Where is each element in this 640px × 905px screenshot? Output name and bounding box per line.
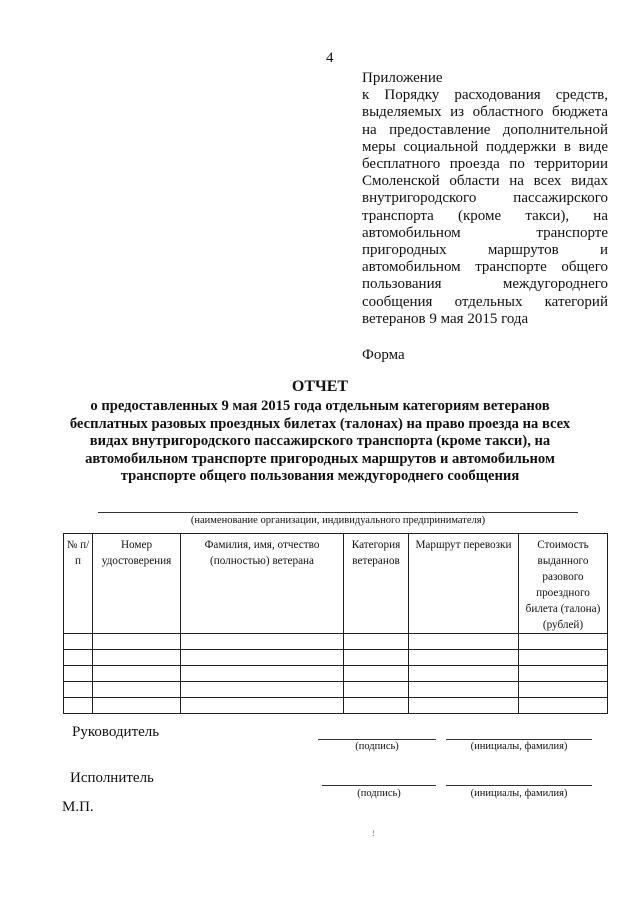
table-header-row — [64, 534, 608, 634]
table-row — [64, 650, 608, 666]
appendix-line: ветеранов 9 мая 2015 года — [362, 310, 529, 327]
col-header-category: Категория ветеранов — [344, 534, 409, 634]
table-cell[interactable] — [344, 634, 409, 650]
appendix-line: Смоленской области на всех видах — [362, 173, 608, 190]
appendix-line: внутригородского пассажирского — [362, 190, 608, 207]
appendix-line: бесплатного проезда по территории — [362, 156, 608, 173]
head-name-line[interactable] — [446, 739, 592, 740]
table-cell[interactable] — [64, 698, 93, 714]
table-row — [64, 698, 608, 714]
stray-mark: ! — [372, 829, 375, 838]
table-cell[interactable] — [181, 666, 344, 682]
appendix-line: меры социальной поддержки в виде — [362, 138, 608, 155]
org-name-line[interactable] — [98, 512, 578, 513]
subtitle-line: транспорте общего пользования междугороднего сообщения — [120, 468, 520, 485]
executor-signature-line[interactable] — [322, 785, 436, 786]
table-cell[interactable] — [181, 634, 344, 650]
table-cell[interactable] — [344, 650, 409, 666]
table-cell[interactable] — [64, 666, 93, 682]
table-cell[interactable] — [344, 698, 409, 714]
table-cell[interactable] — [181, 682, 344, 698]
table-cell[interactable] — [519, 634, 608, 650]
appendix-title: Приложение — [362, 70, 443, 86]
table-cell[interactable] — [409, 634, 519, 650]
subtitle-line: о предоставленных 9 мая 2015 года отдельным категориям ветеранов — [90, 398, 550, 414]
table-cell[interactable] — [409, 650, 519, 666]
table-cell[interactable] — [519, 682, 608, 698]
appendix-line: транспорта (кроме такси), на — [362, 207, 608, 224]
appendix-block — [362, 70, 608, 328]
table-cell[interactable] — [93, 682, 181, 698]
subtitle-line: бесплатных разовых проездных билетах (талонах) на право проезда на всех — [69, 415, 571, 432]
report-title: ОТЧЕТ — [291, 378, 349, 395]
executor-label: Исполнитель — [70, 770, 154, 786]
table-cell[interactable] — [181, 650, 344, 666]
col-header-full-name: Фамилия, имя, отчество (полностью) ветерана — [181, 534, 344, 634]
col-header-cost: Стоимость выданного разового проездного билета (талона) (рублей) — [519, 534, 608, 634]
executor-name-line[interactable] — [446, 785, 592, 786]
table-cell[interactable] — [93, 698, 181, 714]
appendix-line: автомобильном транспорте общего — [362, 259, 608, 276]
head-signature-line[interactable] — [318, 739, 436, 740]
subtitle-line: видах внутригородского пассажирского транспорта (кроме такси), на — [89, 433, 551, 450]
table-cell[interactable] — [409, 698, 519, 714]
head-name-caption: (инициалы, фамилия) — [470, 741, 568, 752]
executor-name-caption: (инициалы, фамилия) — [470, 788, 568, 799]
table-cell[interactable] — [344, 682, 409, 698]
appendix-line: автомобильном транспорте — [362, 224, 608, 241]
table-cell[interactable] — [93, 634, 181, 650]
head-signature-caption: (подпись) — [355, 741, 399, 752]
table-cell[interactable] — [64, 634, 93, 650]
table-cell[interactable] — [519, 650, 608, 666]
table-cell[interactable] — [409, 666, 519, 682]
table-cell[interactable] — [93, 666, 181, 682]
appendix-line: пользования междугороднего — [362, 276, 608, 293]
table-cell[interactable] — [93, 650, 181, 666]
col-header-certificate: Номер удостоверения — [93, 534, 181, 634]
table-cell[interactable] — [64, 650, 93, 666]
table-cell[interactable] — [409, 682, 519, 698]
table-row — [64, 666, 608, 682]
table-cell[interactable] — [519, 698, 608, 714]
org-name-caption: (наименование организации, индивидуального предпринимателя) — [190, 515, 486, 526]
table-row — [64, 682, 608, 698]
table-cell[interactable] — [64, 682, 93, 698]
stamp-place: М.П. — [62, 799, 94, 815]
form-label: Форма — [362, 347, 405, 363]
table-cell[interactable] — [519, 666, 608, 682]
appendix-line: выделяемых из областного бюджета — [362, 104, 608, 121]
executor-signature-caption: (подпись) — [357, 788, 401, 799]
appendix-line: сообщения отдельных категорий — [362, 293, 608, 310]
table-cell[interactable] — [344, 666, 409, 682]
report-subtitle — [40, 398, 600, 486]
col-header-number: № п/п — [64, 534, 93, 634]
head-label: Руководитель — [72, 724, 160, 740]
appendix-line: к Порядку расходования средств, — [362, 87, 608, 104]
page-number: 4 — [326, 50, 334, 66]
subtitle-line: автомобильном транспорте пригородных маршрутов и автомобильном — [85, 450, 555, 467]
report-table — [63, 533, 608, 714]
col-header-route: Маршрут перевозки — [409, 534, 519, 634]
table-row — [64, 634, 608, 650]
appendix-line: на предоставление дополнительной — [362, 121, 608, 138]
table-cell[interactable] — [181, 698, 344, 714]
appendix-line: пригородных маршрутов и — [362, 242, 608, 259]
